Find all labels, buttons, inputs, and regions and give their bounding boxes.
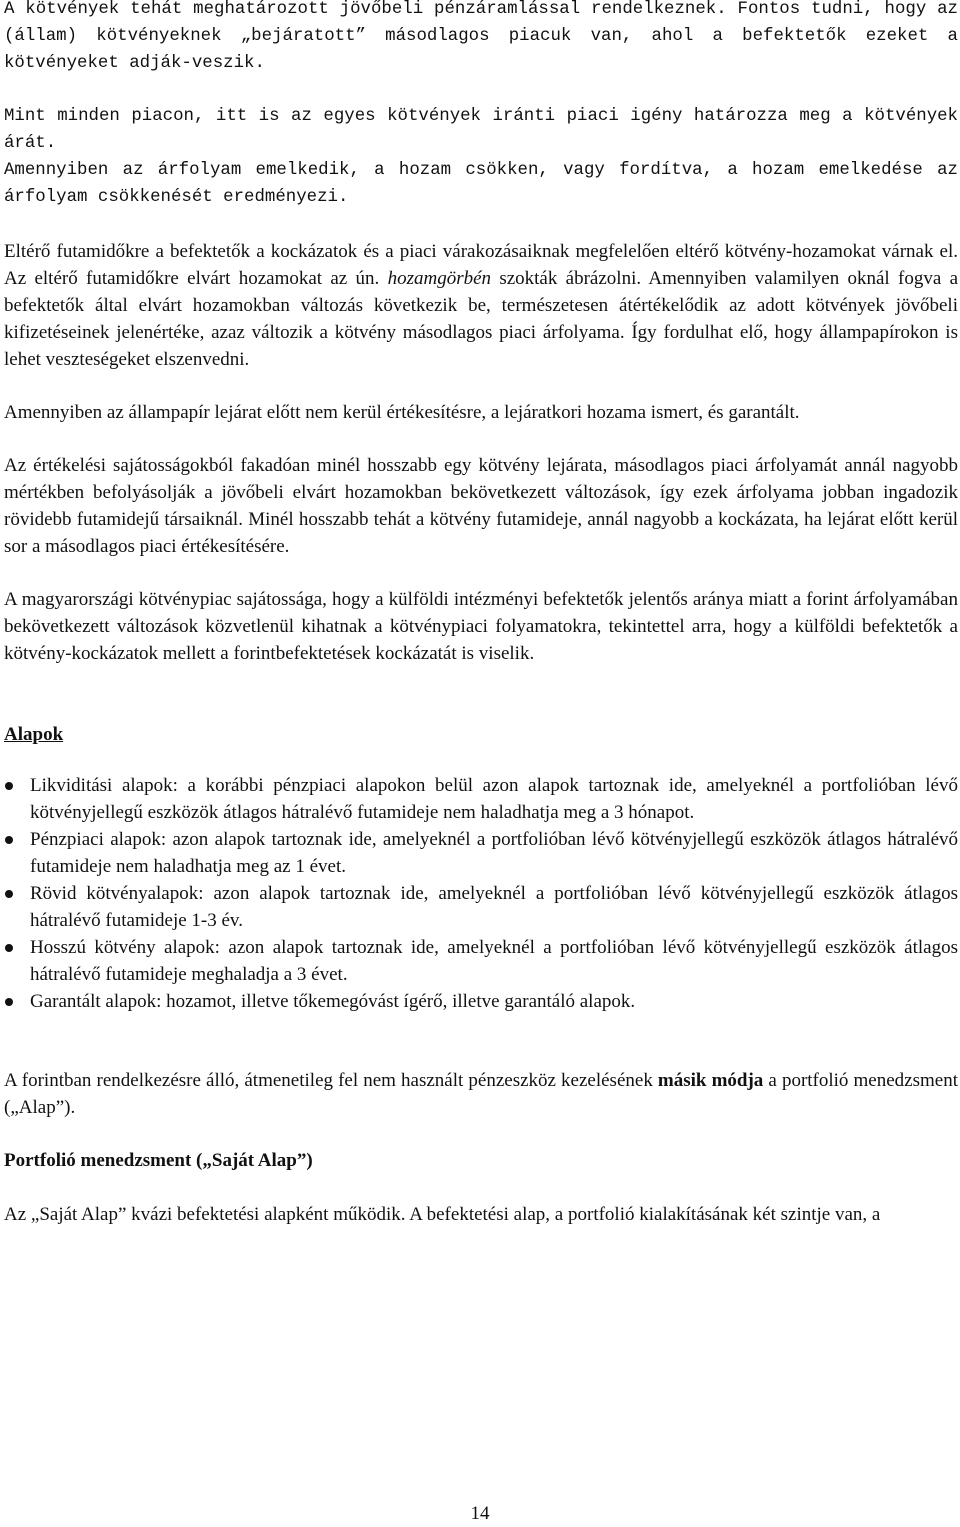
portfolio-text-2: a portfolió menedzsment („Alap”). <box>4 1070 958 1118</box>
list-item <box>4 772 958 826</box>
yield-curve-term: hozamgörbén <box>387 268 492 289</box>
bullet-icon <box>5 836 13 844</box>
list-item <box>4 934 958 988</box>
paragraph-intro: A kötvények tehát meghatározott jövőbeli pénzáramlással rendelkeznek. Fontos tudni, hogy az (állam) kötvényeknek „bejáratott” másodlagos piacuk van, ahol a befektetők ezeket a kötvényeket adják-veszik. <box>4 0 958 73</box>
portfolio-text-1: A forintban rendelkezésre álló, átmenetileg fel nem használt pénzeszköz kezelésének <box>4 1070 658 1091</box>
list-item-text: Rövid kötvényalapok: azon alapok tartoznak ide, amelyeknél a portfolióban lévő kötvényjellegű eszközök átlagos hátralévő futamideje 1-3 év. <box>30 883 958 931</box>
paragraph-maturity: Amennyiben az állampapír lejárat előtt nem kerül értékesítésre, a lejáratkori hozama ismert, és garantált. <box>4 402 800 423</box>
list-item-text: Pénzpiaci alapok: azon alapok tartoznak ide, amelyeknél a portfolióban lévő kötvényjellegű eszközök átlagos hátralévő futamideje nem haladhatja meg az 1 évet. <box>30 829 958 877</box>
yield-curve-text-1: Eltérő futamidőkre a befektetők a kockázatok és a piaci várakozásaiknak megfelelően eltérő kötvény-hozamokat várnak el. Az eltérő futamidőkre elvárt hozamokat az ún. <box>4 241 958 289</box>
list-item <box>4 826 958 880</box>
subheading-portfolio-management: Portfolió menedzsment („Saját Alap”) <box>4 1150 313 1171</box>
list-item <box>4 988 958 1015</box>
portfolio-emphasis: másik módja <box>657 1070 764 1091</box>
section-heading-funds: Alapok <box>4 724 64 745</box>
paragraph-market-demand: Mint minden piacon, itt is az egyes kötvények iránti piaci igény határozza meg a kötvények árát. <box>4 107 958 153</box>
list-item <box>4 880 958 934</box>
list-item-text: Hosszú kötvény alapok: azon alapok tartoznak ide, amelyeknél a portfolióban lévő kötvényjellegű eszközök átlagos hátralévő futamideje meghaladja a 3 évet. <box>30 937 958 985</box>
paragraph-own-fund: Az „Saját Alap” kvázi befektetési alapként működik. A befektetési alap, a portfolió kialakításának két szintje van, a <box>4 1204 881 1225</box>
paragraph-hungarian-market: A magyarországi kötvénypiac sajátossága, hogy a külföldi intézményi befektetők jelentős aránya miatt a forint árfolyamában bekövetkezett változások közvetlenül kihatnak a kötvénypiaci folyamatokra, tekintettel arra, hogy a külföldi befektetők a kötvény-kockázatok mellett a forintbefektetések kockázatát is viselik. <box>4 589 958 664</box>
yield-curve-text-2: szokták ábrázolni. Amennyiben valamilyen oknál fogva a befektetők által elvárt hozamokban változás következik be, természetesen átértékelődik az adott kötvények jövőbeli kifizetéseinek jelenértéke, azaz változik a kötvény másodlagos piaci árfolyama. Így fordulhat elő, hogy állampapírokon is lehet veszteségeket elszenvedni. <box>4 268 958 370</box>
paragraph-portfolio-intro <box>4 1067 958 1121</box>
bullet-icon <box>5 998 13 1006</box>
list-item-text: Likviditási alapok: a korábbi pénzpiaci alapokon belül azon alapok tartoznak ide, amelyeknél a portfolióban lévő kötvényjellegű eszközök átlagos hátralévő futamideje nem haladhatja meg a 3 hónapot. <box>30 775 958 823</box>
paragraph-yield-curve <box>4 238 958 373</box>
bullet-icon <box>5 890 13 898</box>
paragraph-valuation: Az értékelési sajátosságokból fakadóan minél hosszabb egy kötvény lejárata, másodlagos piaci árfolyamát annál nagyobb mértékben befolyásolják a jövőbeli elvárt hozamokban bekövetkezett változások, így ezek árfolyama jobban ingadozik rövidebb futamidejű társaiknál. Minél hosszabb tehát a kötvény futamideje, annál nagyobb a kockázata, ha lejárat előtt kerül sor a másodlagos piaci értékesítésére. <box>4 455 958 557</box>
document-page <box>4 0 958 1228</box>
bullet-icon <box>5 944 13 952</box>
fund-types-list <box>4 772 958 1015</box>
page-number: 14 <box>470 1503 490 1524</box>
bullet-icon <box>5 782 13 790</box>
list-item-text: Garantált alapok: hozamot, illetve tőkemegóvást ígérő, illetve garantáló alapok. <box>30 991 636 1012</box>
paragraph-price-yield: Amennyiben az árfolyam emelkedik, a hozam csökken, vagy fordítva, a hozam emelkedése az árfolyam csökkenését eredményezi. <box>4 161 958 207</box>
